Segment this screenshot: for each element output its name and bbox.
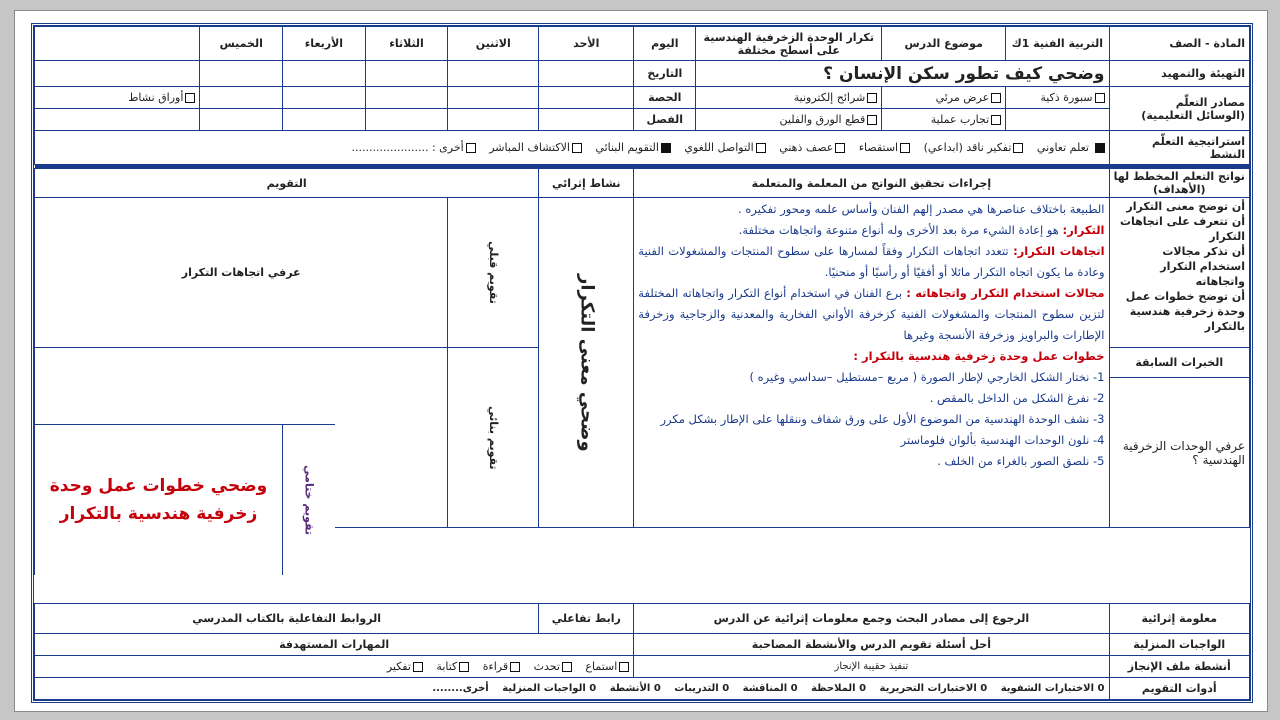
sources-label: مصادر التعلّم (الوسائل التعليمية) <box>1109 87 1250 131</box>
class-cell-0[interactable] <box>539 109 634 131</box>
date-cell-2[interactable] <box>365 61 448 87</box>
homework-text: أحل أسئلة تقويم الدرس والأنشطة المصاحبة <box>634 634 1109 656</box>
tool-5[interactable]: 0 الأنشطة <box>609 683 661 694</box>
topic-label: موضوع الدرس <box>882 27 1006 61</box>
tool-0[interactable]: 0 الاختبارات الشفوية <box>1000 683 1105 694</box>
tool-3[interactable]: 0 المناقشة <box>742 683 798 694</box>
period-cell-0[interactable] <box>539 87 634 109</box>
source-option-1[interactable]: عرض مرئي <box>882 87 1006 109</box>
strategy-options <box>35 131 1110 165</box>
date-cell-0[interactable] <box>539 61 634 87</box>
eval-type-1: تقويم بنائي <box>448 348 539 528</box>
skills-heading: المهارات المستهدفة <box>35 634 634 656</box>
enrichment-text: الرجوع إلى مصادر البحث وجمع معلومات إثرائية عن الدرس <box>634 604 1109 634</box>
strategy-option-7[interactable]: أخرى : ...................... <box>352 141 476 154</box>
skills-options <box>35 656 634 678</box>
interactive-link-label: رابط تفاعلي <box>539 604 634 634</box>
period-cell-3[interactable] <box>283 87 366 109</box>
day-0: الأحد <box>539 27 634 61</box>
skill-4[interactable]: تفكير <box>387 660 423 673</box>
date-cell-1[interactable] <box>448 61 539 87</box>
tool-6[interactable]: 0 الواجبات المنزلية <box>502 683 597 694</box>
tool-7[interactable]: أخرى........ <box>432 683 489 694</box>
procedures-heading: إجراءات تحقيق النواتج من المعلمة والمتعلمة <box>634 169 1109 198</box>
objectives-heading: نواتج التعلم المخطط لها (الأهداف) <box>1109 169 1250 198</box>
class-cell-1[interactable] <box>448 109 539 131</box>
objectives-list: أن توضح معنى التكرار أن تتعرف على اتجاهات التكرار أن تذكر مجالات استخدام التكرار واتجاهاته أن توضح خطوات عمل وحدة زخرفية هندسية بالتكرار <box>1109 198 1250 348</box>
enrichment-label: معلومة إثرائية <box>1109 604 1250 634</box>
source-option-5[interactable]: قطع الورق والفلين <box>696 109 882 131</box>
prior-knowledge-question: عرفي الوحدات الزخرفية الهندسية ؟ <box>1109 378 1250 528</box>
skill-1[interactable]: تحدث <box>534 660 572 673</box>
date-cell-4[interactable] <box>200 61 283 87</box>
eval-item-0: عرفي اتجاهات التكرار <box>35 198 448 348</box>
day-4: الخميس <box>200 27 283 61</box>
class-cell-3[interactable] <box>283 109 366 131</box>
source-option-0[interactable]: سبورة ذكية <box>1006 87 1109 109</box>
portfolio-text: تنفيذ حقيبة الإنجاز <box>634 656 1109 678</box>
strategy-option-5[interactable]: التقويم البنائي <box>595 141 670 154</box>
period-cell-2[interactable] <box>365 87 448 109</box>
tool-1[interactable]: 0 الاختبارات التحريرية <box>879 683 988 694</box>
strategy-option-4[interactable]: التواصل اللغوي <box>684 141 765 154</box>
strategy-option-3[interactable]: عصف ذهني <box>779 141 845 154</box>
date-label: التاريخ <box>634 61 696 87</box>
tool-4[interactable]: 0 التدريبات <box>674 683 730 694</box>
period-cell-4[interactable] <box>200 87 283 109</box>
tools-options <box>35 678 1110 700</box>
eval-type-2: تقويم ختامي <box>282 425 335 575</box>
topic-value: تكرار الوحدة الزخرفية الهندسية على أسطح مختلفة <box>696 27 882 61</box>
period-label: الحصة <box>634 87 696 109</box>
skill-2[interactable]: قراءة <box>483 660 520 673</box>
homework-label: الواجبات المنزلية <box>1109 634 1250 656</box>
tools-label: أدوات التقويم <box>1109 678 1250 700</box>
class-label: الفصل <box>634 109 696 131</box>
prior-knowledge-heading: الخبرات السابقة <box>1109 348 1250 378</box>
class-cell-4[interactable] <box>200 109 283 131</box>
subject-label: المادة - الصف <box>1109 27 1250 61</box>
interactive-link-text: الروابط التفاعلية بالكتاب المدرسي <box>35 604 539 634</box>
eval-item-2: وضحي خطوات عمل وحدة زخرفية هندسية بالتكرار <box>49 476 268 524</box>
source-option-3[interactable]: أوراق نشاط <box>35 87 200 109</box>
skill-3[interactable]: كتابة <box>436 660 469 673</box>
strategy-option-6[interactable]: الاكتشاف المباشر <box>489 141 582 154</box>
strategy-option-0[interactable]: تعلم تعاوني <box>1037 141 1105 154</box>
intro-question: وضحي كيف تطور سكن الإنسان ؟ <box>696 61 1109 87</box>
source-option-2[interactable]: شرائح إلكترونية <box>696 87 882 109</box>
day-label: اليوم <box>634 27 696 61</box>
strategy-option-1[interactable]: تفكير ناقد (ابداعي) <box>924 141 1024 154</box>
class-cell-2[interactable] <box>365 109 448 131</box>
strategy-option-2[interactable]: استقصاء <box>859 141 910 154</box>
lesson-plan-sheet <box>31 23 1253 703</box>
activity-heading: نشاط إثرائي <box>539 169 634 198</box>
tool-2[interactable]: 0 الملاحظة <box>811 683 867 694</box>
page-frame <box>14 10 1268 712</box>
eval-block-3 <box>34 424 335 575</box>
portfolio-label: أنشطة ملف الإنجاز <box>1109 656 1250 678</box>
strategy-label: استراتيجية التعلّم النشط <box>1109 131 1250 165</box>
period-cell-1[interactable] <box>448 87 539 109</box>
evaluation-heading: التقويم <box>35 169 539 198</box>
lesson-plan-table <box>34 26 1250 700</box>
skill-0[interactable]: استماع <box>585 660 629 673</box>
intro-label: التهيئة والتمهيد <box>1109 61 1250 87</box>
date-cell-3[interactable] <box>283 61 366 87</box>
eval-type-0: تقويم قبلي <box>448 198 539 348</box>
day-2: الثلاثاء <box>365 27 448 61</box>
activity-text: وضحي معنى التكرار <box>539 198 634 528</box>
day-3: الأربعاء <box>283 27 366 61</box>
source-option-4[interactable]: تجارب عملية <box>882 109 1006 131</box>
day-1: الاثنين <box>448 27 539 61</box>
procedures-text: الطبيعة باختلاف عناصرها هي مصدر إلهم الفنان وأساس علمه ومحور تفكيره . التكرار: هو إعادة الشيء مرة بعد الأخرى وله أنواع متنوعة واتجاهات مختلفة. اتجاهات التكرار: تتعدد اتجاهات التكرار وفقاً لمسارها على سطوح المنتجات والمشغولات الفنية وعادة ما يكون اتجاه التكرار مائلا أو أفقيًا أو رأسيًا أو منحنيًا. مجالات استخدام التكرار واتجاهاته : برع الفنان في استخدام أنواع التكرار واتجاهاته المختلفة لتزين سطوح المنتجات والمشغولات الفنية كزخرفة الأواني الفخارية والمعدنية والزجاجية وزخرفة الإطارات والبراويز وزخرفة الأنسجة وغيرها خطوات عمل وحدة زخرفية هندسية بالتكرار : 1- نختار الشكل الخارجي لإطار الصورة ( مربع –مستطيل –سداسي وغيره ) 2- نفرغ الشكل من الداخل بالمقص . 3- نشف الوحدة الهندسية من الموضوع الأول على ورق شفاف وننقلها على الإطار بشكل مكرر 4- نلون الوحدات الهندسية بألوان فلوماستر 5- نلصق الصور بالغراء من الخلف . <box>634 198 1109 528</box>
subject-value: التربية الفنية 1ك <box>1006 27 1109 61</box>
